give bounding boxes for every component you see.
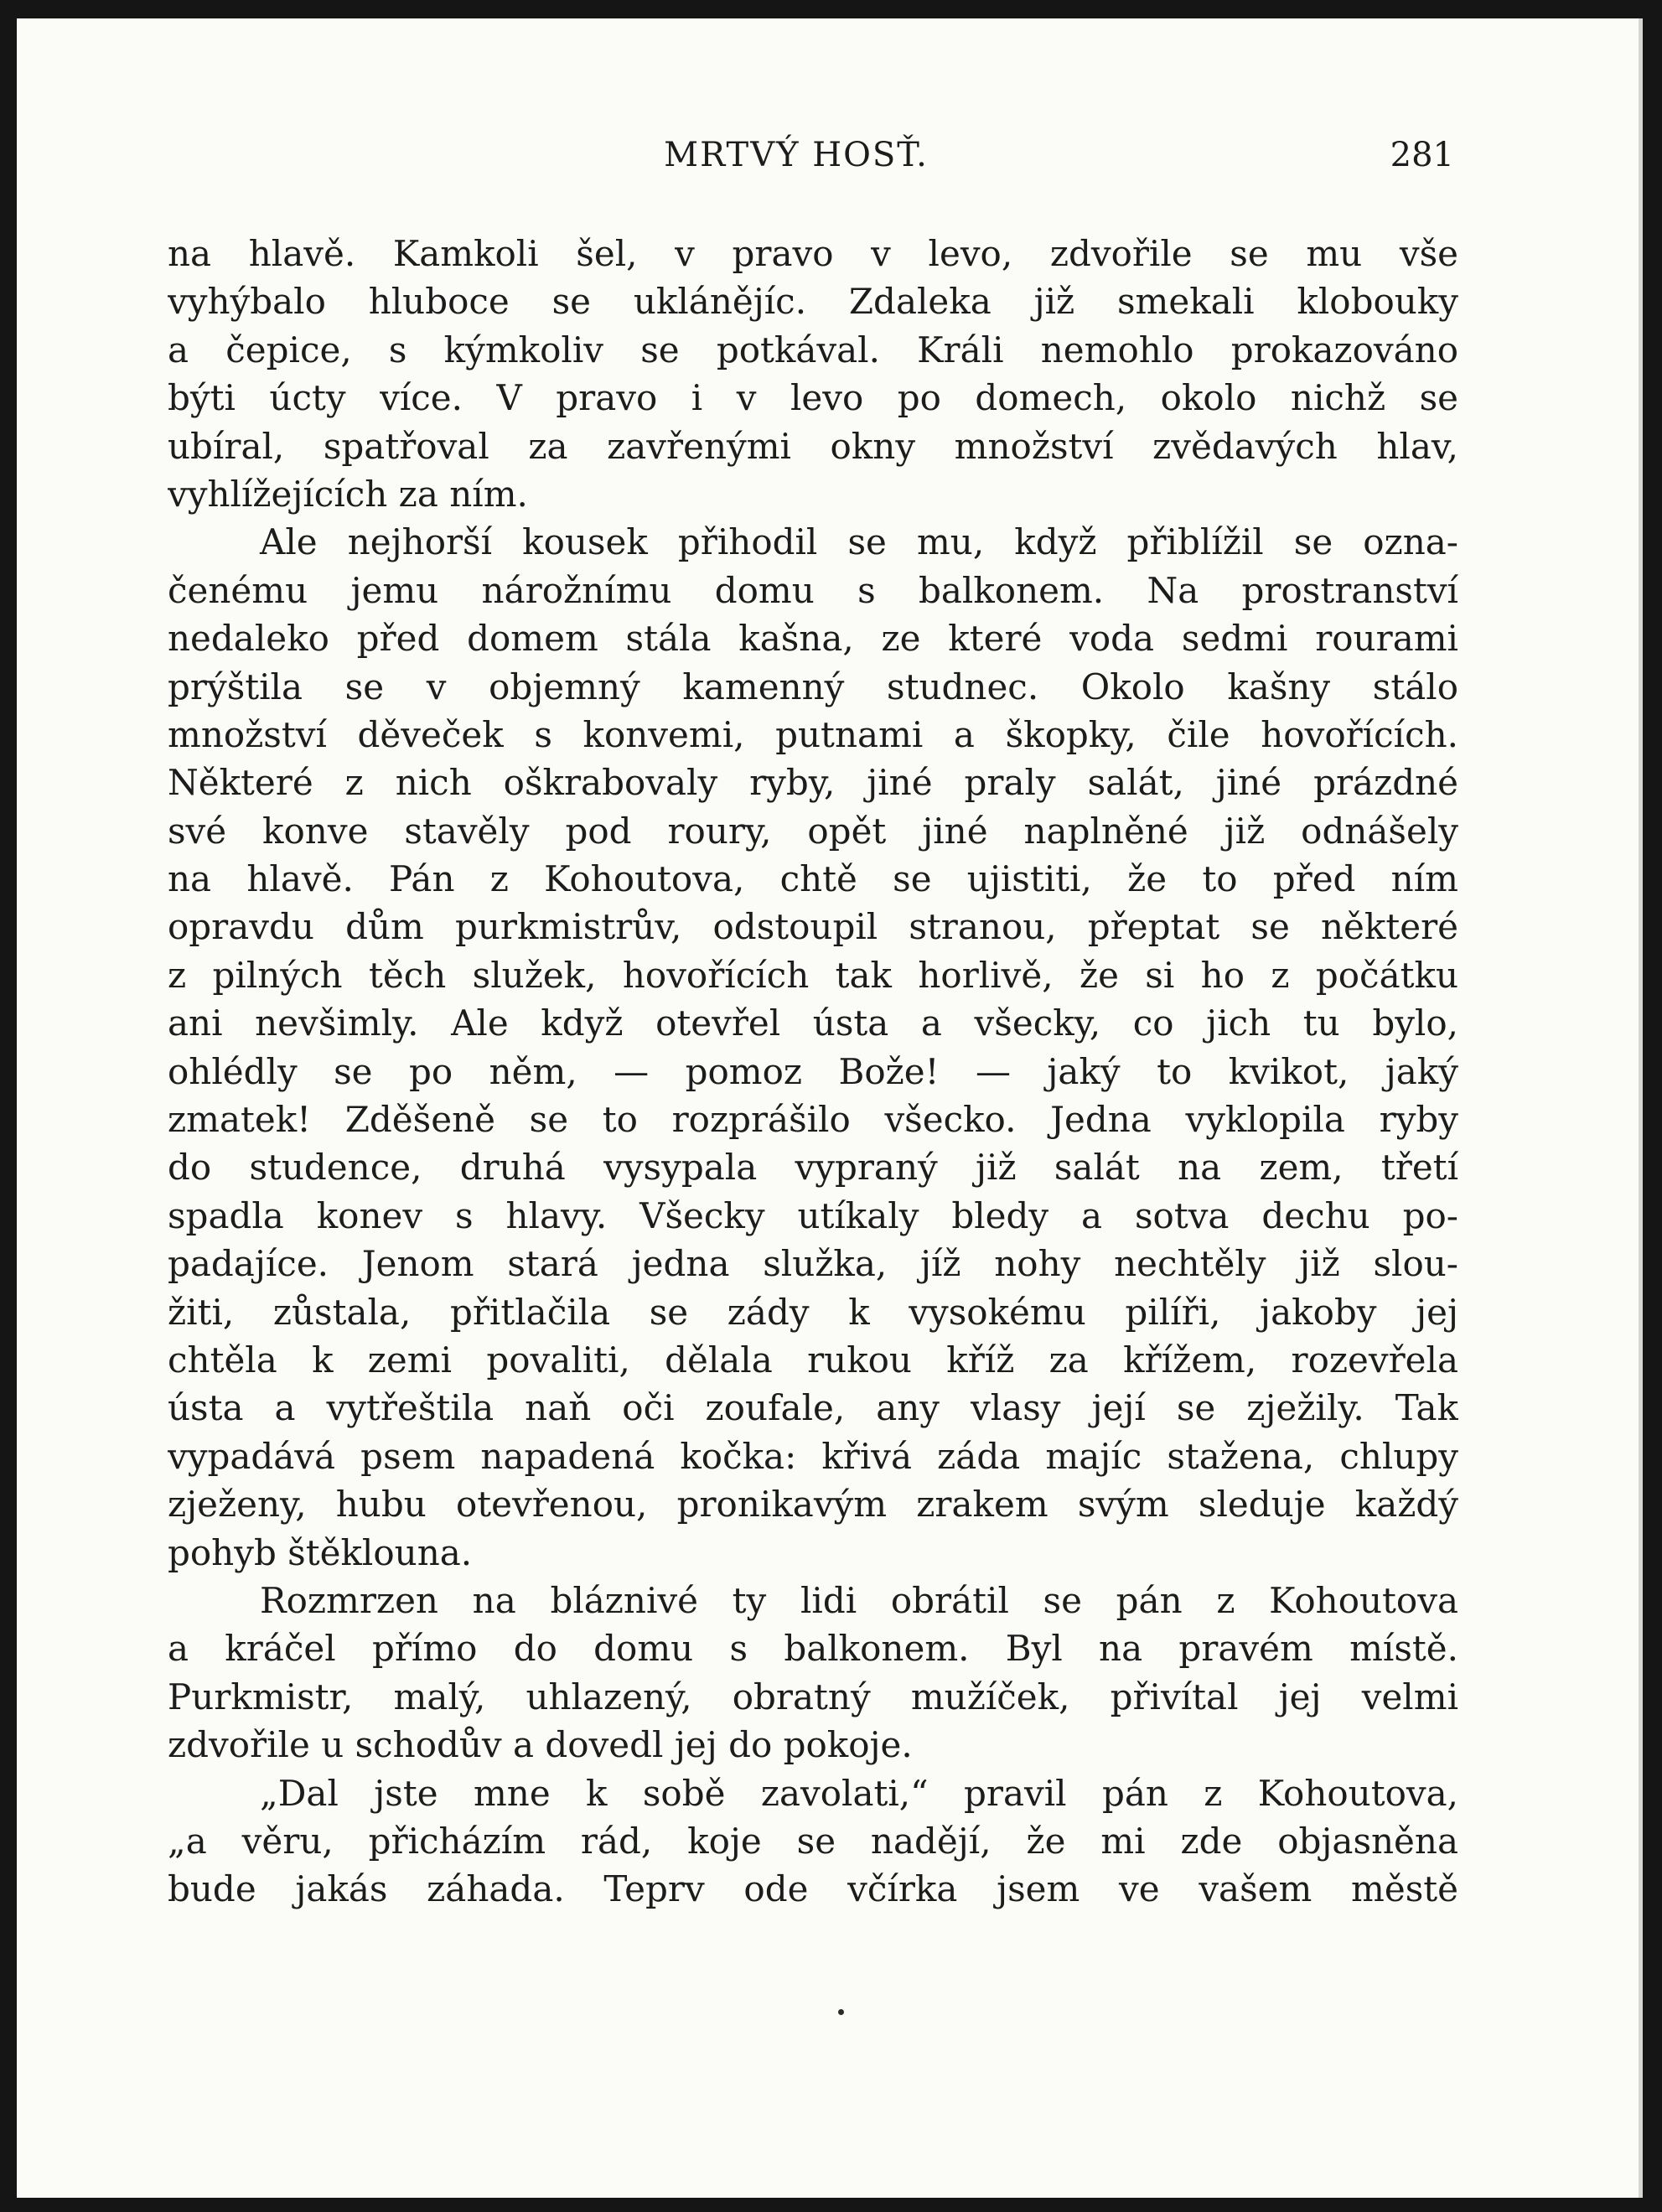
text-line: pohyb štěklouna. bbox=[168, 1531, 473, 1573]
book-page bbox=[17, 18, 1643, 2198]
page-header bbox=[17, 136, 1643, 186]
paragraph-start-line: Rozmrzen na bláznivé ty lidi obrátil se pán z Kohoutova bbox=[260, 1579, 1458, 1621]
text-line: ani nevšimly. Ale když otevřel ústa a všecky, co jich tu bylo, bbox=[168, 1002, 1458, 1044]
text-line: vyhýbalo hluboce se uklánějíc. Zdaleka již smekali klobouky bbox=[168, 281, 1458, 323]
text-line: Některé z nich oškrabovaly ryby, jiné praly salát, jiné prázdné bbox=[168, 762, 1458, 804]
text-line: žiti, zůstala, přitlačila se zády k vysokému pilíři, jakoby jej bbox=[168, 1291, 1458, 1333]
text-line: vyhlížejících za ním. bbox=[168, 473, 528, 515]
text-line: nedaleko před domem stála kašna, ze které voda sedmi rourami bbox=[168, 618, 1458, 660]
page-edge bbox=[1639, 18, 1643, 2198]
text-line: zježeny, hubu otevřenou, pronikavým zrakem svým sleduje každý bbox=[168, 1484, 1458, 1526]
paragraph-start-line: „Dal jste mne k sobě zavolati,“ pravil pán z Kohoutova, bbox=[260, 1772, 1458, 1814]
text-line: Purkmistr, malý, uhlazený, obratný mužíček, přivítal jej velmi bbox=[168, 1676, 1458, 1717]
text-line: vypadává psem napadená kočka: křivá záda majíc stažena, chlupy bbox=[168, 1435, 1458, 1477]
ink-speck bbox=[838, 2009, 844, 2015]
text-line: a čepice, s kýmkoliv se potkával. Králi nemohlo prokazováno bbox=[168, 329, 1458, 370]
text-line: do studence, druhá vysypala vypraný již salát na zem, třetí bbox=[168, 1147, 1458, 1189]
running-title: MRTVÝ HOSŤ. bbox=[664, 136, 929, 174]
text-line: spadla konev s hlavy. Všecky utíkaly bledy a sotva dechu po- bbox=[168, 1194, 1458, 1236]
text-line: zdvořile u schodův a dovedl jej do pokoje. bbox=[168, 1724, 913, 1766]
text-line: chtěla k zemi povaliti, dělala rukou kříž za křížem, rozevřela bbox=[168, 1339, 1458, 1381]
text-line: býti úcty více. V pravo i v levo po domech, okolo nichž se bbox=[168, 377, 1458, 419]
text-line: opravdu dům purkmistrův, odstoupil stranou, přeptat se některé bbox=[168, 906, 1458, 948]
text-line: zmatek! Zděšeně se to rozprášilo všecko. Jedna vyklopila ryby bbox=[168, 1099, 1458, 1141]
text-line: padajíce. Jenom stará jedna služka, jíž nohy nechtěly již slou- bbox=[168, 1243, 1458, 1285]
body-text bbox=[168, 230, 1458, 1914]
text-line: ohlédly se po něm, — pomoz Bože! — jaký to kvikot, jaký bbox=[168, 1050, 1458, 1092]
page-number: 281 bbox=[1390, 136, 1454, 174]
text-line: na hlavě. Pán z Kohoutova, chtě se ujistiti, že to před ním bbox=[168, 858, 1458, 900]
text-line: množství děveček s konvemi, putnami a škopky, čile hovořících. bbox=[168, 713, 1458, 755]
text-line: bude jakás záhada. Teprv ode včírka jsem ve vašem městě bbox=[168, 1868, 1458, 1910]
text-line: a kráčel přímo do domu s balkonem. Byl na pravém místě. bbox=[168, 1628, 1458, 1670]
text-line: ubíral, spatřoval za zavřenými okny množství zvědavých hlav, bbox=[168, 425, 1458, 467]
text-line: „a věru, přicházím rád, koje se nadějí, že mi zde objasněna bbox=[168, 1820, 1458, 1862]
text-line: čenému jemu nárožnímu domu s balkonem. Na prostranství bbox=[168, 569, 1458, 611]
paragraph-start-line: Ale nejhorší kousek přihodil se mu, když přiblížil se ozna- bbox=[260, 521, 1458, 563]
text-line: ústa a vytřeštila naň oči zoufale, any vlasy její se zježily. Tak bbox=[168, 1387, 1458, 1429]
text-line: své konve stavěly pod roury, opět jiné naplněné již odnášely bbox=[168, 810, 1458, 852]
text-line: na hlavě. Kamkoli šel, v pravo v levo, zdvořile se mu vše bbox=[168, 233, 1458, 274]
text-line: prýštila se v objemný kamenný studnec. Okolo kašny stálo bbox=[168, 666, 1458, 707]
text-line: z pilných těch služek, hovořících tak horlivě, že si ho z počátku bbox=[168, 954, 1458, 996]
